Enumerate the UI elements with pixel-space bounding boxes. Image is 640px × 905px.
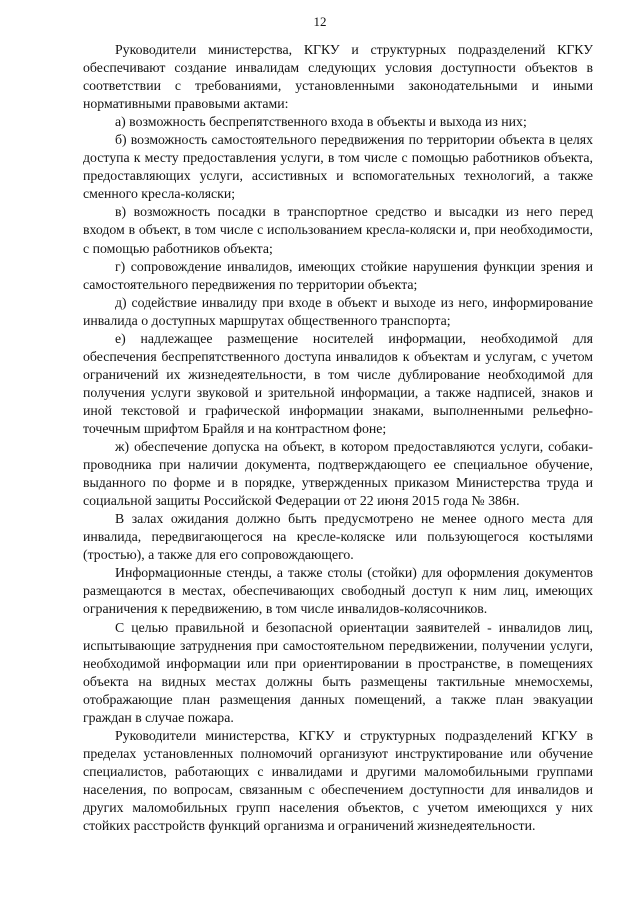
paragraph-item-a: а) возможность беспрепятственного входа в объекты и выхода из них;: [115, 114, 527, 130]
paragraph-item-e: е) надлежащее размещение носителей информации, необходимой для обеспечения беспрепятственного доступа инвалидов к объектам и услугам, с учетом ограничений их жизнедеятельности, в том числе дублирование необходимой для получения услуги звуковой и зрительной информации, а также надписей, знаков и иной текстовой и графической информации знаками, выполненными рельефно-точечным шрифтом Брайля и на контрастном фоне;: [83, 330, 593, 436]
paragraph-info-stands: Информационные стенды, а также столы (стойки) для оформления документов размещаются в местах, обеспечивающих свободный доступ к ним лиц, имеющих ограничения к передвижению, в том числе инвалидов-колясочников.: [83, 565, 593, 617]
paragraph-intro: Руководители министерства, КГКУ и структурных подразделений КГКУ обеспечивают создание инвалидам следующих условия доступности объектов в соответствии с требованиями, установленными законодательными и иными нормативными правовыми актами:: [83, 42, 593, 112]
document-body: [83, 41, 593, 835]
paragraph-orientation: С целью правильной и безопасной ориентации заявителей - инвалидов лиц, испытывающие затруднения при самостоятельном передвижении, получении услуги, необходимой информации или при ориентировании в пространстве, в помещениях объекта на видных местах должны быть размещены тактильные мнемосхемы, отображающие план размещения данных помещений, а также план эвакуации граждан в случае пожара.: [83, 619, 593, 725]
paragraph-waiting-halls: В залах ожидания должно быть предусмотрено не менее одного места для инвалида, передвигающегося на кресле-коляске или пользующегося костылями (тростью), а также для его сопровождающего.: [83, 511, 593, 563]
paragraph-staff-training: Руководители министерства, КГКУ и структурных подразделений КГКУ в пределах установленных полномочий организуют инструктирование или обучение специалистов, работающих с инвалидами и другими маломобильными группами населения, по вопросам, связанным с обеспечением доступности для инвалидов и других маломобильных групп населения объектов, с учетом имеющихся у них стойких расстройств функций организма и ограничений жизнедеятельности.: [83, 727, 593, 834]
paragraph-item-d: д) содействие инвалиду при входе в объект и выходе из него, информирование инвалида о доступных маршрутах общественного транспорта;: [83, 294, 593, 328]
page-number: 12: [313, 14, 327, 29]
paragraph-item-v: в) возможность посадки в транспортное средство и высадки из него перед входом в объект, в том числе с использованием кресла-коляски и, при необходимости, с помощью работников объекта;: [83, 204, 593, 256]
paragraph-item-g: г) сопровождение инвалидов, имеющих стойкие нарушения функции зрения и самостоятельного передвижения по территории объекта;: [83, 258, 593, 292]
paragraph-item-b: б) возможность самостоятельного передвижения по территории объекта в целях доступа к месту предоставления услуги, в том числе с помощью работников объекта, предоставляющих услуги, ассистивных и вспомогательных технологий, а также сменного кресла-коляски;: [83, 132, 593, 202]
paragraph-item-zh: ж) обеспечение допуска на объект, в котором предоставляются услуги, собаки-проводника при наличии документа, подтверждающего ее специальное обучение, выданного по форме и в порядке, утвержденных приказом Министерства труда и социальной защиты Российской Федерации от 22 июня 2015 года № 386н.: [83, 439, 593, 509]
